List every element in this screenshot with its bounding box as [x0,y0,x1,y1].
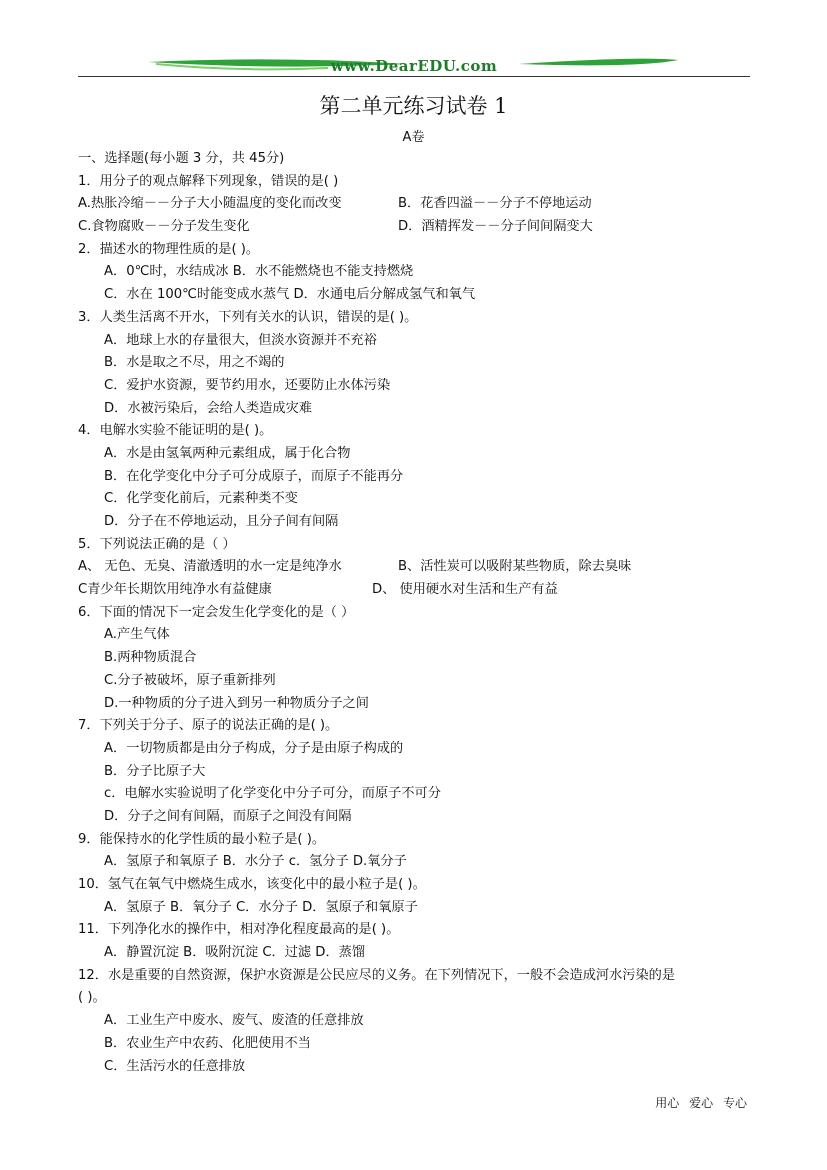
option: A．氢原子和氧原子 B．水分子 c．氢分子 D.氧分子 [104,854,407,870]
question-stem: 9．能保持水的化学性质的最小粒子是( )。 [78,831,326,847]
site-logo[interactable]: www.DearEDU.com [330,57,498,75]
option: B．农业生产中农药、化肥使用不当 [104,1035,311,1051]
footer-word: 爱心 [689,1096,714,1110]
option: A、 无色、无臭、清澈透明的水一定是纯净水 [78,559,342,575]
option: A.热胀冷缩－－分子大小随温度的变化而改变 [78,196,342,212]
option: A．静置沉淀 B．吸附沉淀 C．过滤 D．蒸馏 [104,945,366,961]
option: c．电解水实验说明了化学变化中分子可分，而原子不可分 [104,786,441,802]
option: B、活性炭可以吸附某些物质，除去臭味 [398,559,632,575]
option: C．化学变化前后，元素种类不变 [104,491,298,507]
question-stem: 7．下列关于分子、原子的说法正确的是( )。 [78,718,339,734]
option: C．生活污水的任意排放 [104,1058,246,1074]
question-list [78,148,758,1078]
header-divider [78,76,750,77]
option: A．工业生产中废水、废气、废渣的任意排放 [104,1013,364,1029]
option: B．分子比原子大 [104,763,206,779]
option: A．一切物质都是由分子构成，分子是由原子构成的 [104,740,404,756]
option: A．0℃时，水结成冰 B．水不能燃烧也不能支持燃烧 [104,264,414,280]
option: B．花香四溢－－分子不停地运动 [398,196,592,212]
question-stem-continued: ( )。 [78,990,106,1006]
option: C.分子被破坏，原子重新排列 [104,672,276,688]
question-stem: 2．描述水的物理性质的是( )。 [78,241,260,257]
option: B．水是取之不尽，用之不竭的 [104,355,285,371]
option-row [78,556,758,579]
option: D.一种物质的分子进入到另一种物质分子之间 [104,695,369,711]
question-stem: 5．下列说法正确的是（ ） [78,536,236,552]
option-row [78,216,758,239]
question-stem: 1．用分子的观点解释下列现象，错误的是( ) [78,173,339,189]
page-footer [649,1094,747,1111]
option: A.产生气体 [104,627,170,643]
question-stem: 10．氢气在氧气中燃烧生成水，该变化中的最小粒子是( )。 [78,877,426,892]
option: A．水是由氢氧两种元素组成，属于化合物 [104,445,351,461]
question-stem: 12．水是重要的自然资源，保护水资源是公民应尽的义务。在下列情况下，一般不会造成河水污染的是 [78,967,676,983]
option-row [78,193,758,216]
option: C．爱护水资源，要节约用水，还要防止水体污染 [104,377,391,393]
footer-word: 专心 [722,1096,747,1110]
page-title: 第二单元练习试卷 1 [319,94,508,118]
option: D．水被污染后，会给人类造成灾难 [104,400,312,416]
footer-word: 用心 [655,1096,680,1110]
question-stem: 6．下面的情况下一定会发生化学变化的是（ ） [78,604,355,620]
question-stem: 11．下列净化水的操作中，相对净化程度最高的是( )。 [78,922,400,938]
option: D．酒精挥发－－分子间间隔变大 [398,219,593,235]
option: C青少年长期饮用纯净水有益健康 [78,582,272,598]
option: C.食物腐败－－分子发生变化 [78,219,250,235]
question-stem: 4．电解水实验不能证明的是( )。 [78,423,273,439]
question-stem: 3．人类生活离不开水，下列有关水的认识，错误的是( )。 [78,309,418,325]
option: B．在化学变化中分子可分成原子，而原子不能再分 [104,468,404,484]
section-heading: 一、选择题(每小题 3 分，共 45分) [78,151,285,166]
option: A．地球上水的存量很大，但淡水资源并不充裕 [104,332,377,348]
option-row [78,579,758,602]
option: D．分子在不停地运动，且分子间有间隔 [104,514,339,529]
page-subtitle: A卷 [402,130,425,145]
option: D．分子之间有间隔，而原子之间没有间隔 [104,808,352,824]
option: B.两种物质混合 [104,650,197,666]
option: D、 使用硬水对生活和生产有益 [372,582,558,598]
option: A．氢原子 B．氧分子 C．水分子 D．氢原子和氧原子 [104,899,418,915]
option: C．水在 100℃时能变成水蒸气 D．水通电后分解成氢气和氧气 [104,287,476,303]
